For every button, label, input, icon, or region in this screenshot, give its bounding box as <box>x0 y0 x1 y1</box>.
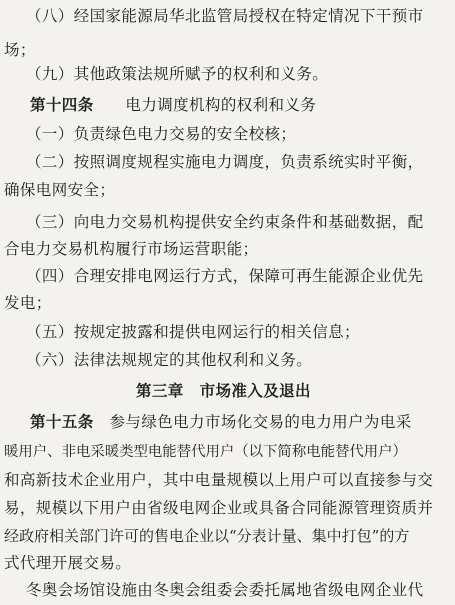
article-heading-line <box>30 95 316 115</box>
text-line: （九）其他政策法规所赋予的权利和义务。 <box>26 65 329 83</box>
article-heading-line <box>30 412 412 432</box>
article-title: 电力调度机构的权利和义务 <box>125 96 317 114</box>
text-line: （二）按照调度规程实施电力调度，负责系统实时平衡， <box>26 153 424 171</box>
text-line: 冬奥会场馆设施由冬奥会组委会委托属地省级电网企业代 <box>26 581 424 599</box>
chapter-heading: 第三章 市场准入及退出 <box>136 381 311 400</box>
text-line: 经政府相关部门许可的售电企业以“分表计量、集中打包”的方 <box>4 527 410 545</box>
text-line: （五）按规定披露和提供电网运行的相关信息； <box>26 323 360 341</box>
text-line: （八）经国家能源局华北监管局授权在特定情况下干预市 <box>26 7 424 25</box>
article-text: 参与绿色电力市场化交易的电力用户为电采 <box>109 413 412 431</box>
article-number: 第十四条 <box>30 95 94 114</box>
text-line: （一）负责绿色电力交易的安全校核； <box>26 125 297 143</box>
text-line: 确保电网安全； <box>4 181 116 199</box>
text-line: 场； <box>4 41 36 59</box>
text-line: 合电力交易机构履行市场运营职能； <box>4 240 259 258</box>
text-line: 和高新技术企业用户，其中电量规模以上用户可以直接参与交 <box>4 471 434 489</box>
text-line: 式代理开展交易。 <box>4 554 132 572</box>
text-line: （三）向电力交易机构提供安全约束条件和基础数据，配 <box>26 213 424 231</box>
text-line: 发电； <box>4 294 52 312</box>
text-line: 暖用户、非电采暖类型电能替代用户（以下简称电能替代用户） <box>4 444 407 460</box>
text-line: （六）法律法规规定的其他权利和义务。 <box>26 351 313 369</box>
text-line: （四）合理安排电网运行方式，保障可再生能源企业优先 <box>26 267 424 285</box>
article-number: 第十五条 <box>30 412 94 431</box>
text-line: 易，规模以下用户由省级电网企业或具备合同能源管理资质并 <box>4 499 434 517</box>
